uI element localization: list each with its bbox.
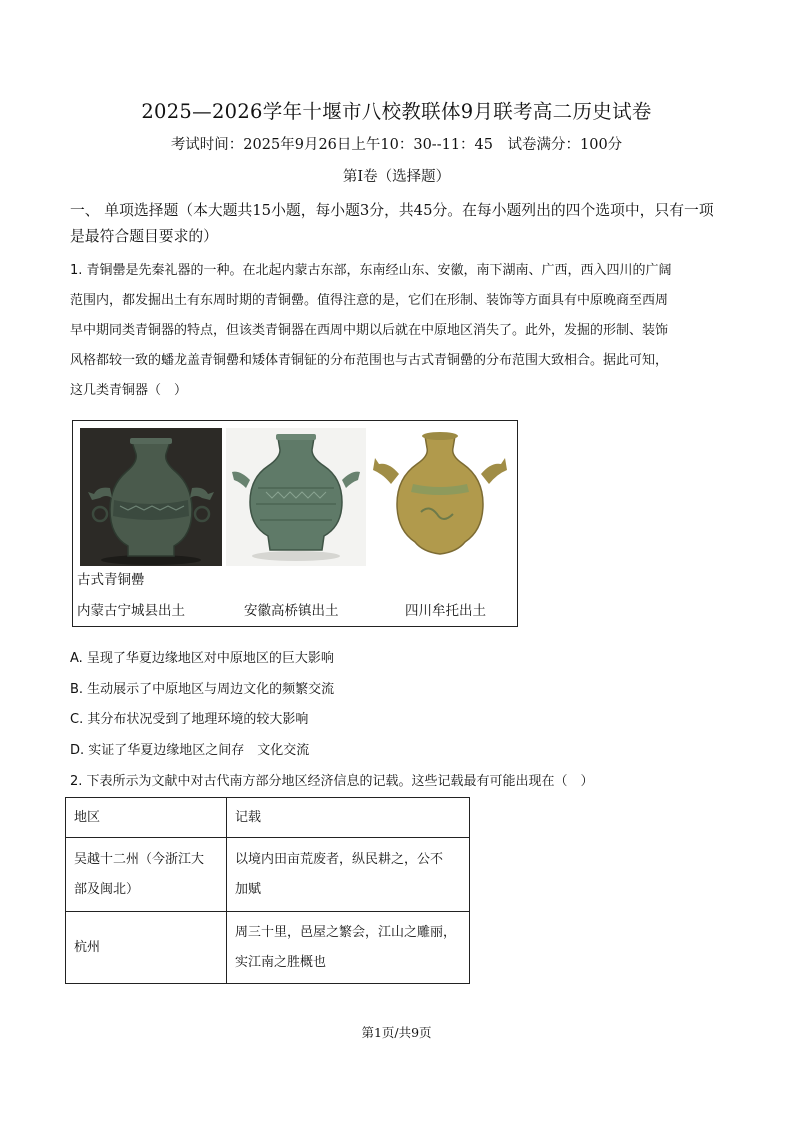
option-a: A. 呈现了华夏边缘地区对中原地区的巨大影响 [70, 651, 334, 666]
table-header-cell: 记载 [227, 798, 470, 838]
figure-heading: 古式青铜罍 [77, 572, 145, 588]
question-1-line: 范围内，都发掘出土有东周时期的青铜罍。值得注意的是，它们在形制、装饰等方面具有中原晚商至西周 [70, 293, 669, 308]
question-2-stem: 2. 下表所示为文献中对古代南方部分地区经济信息的记载。这些记载最有可能出现在（ ） [70, 774, 594, 789]
figure-caption: 内蒙古宁城县出土 [77, 603, 185, 619]
figure-caption: 安徽高桥镇出土 [244, 603, 339, 619]
figure-caption: 四川牟托出土 [405, 603, 486, 619]
table-row [66, 838, 470, 912]
option-b: B. 生动展示了中原地区与周边文化的频繁交流 [70, 682, 335, 697]
question-1-line: 风格都较一致的蟠龙盖青铜罍和矮体青铜钲的分布范围也与古式青铜罍的分布范围大致相合。据此可知， [70, 353, 669, 368]
volume-heading: 第Ⅰ卷（选择题） [342, 169, 451, 185]
table-cell-region: 吴越十二州（今浙江大 部及闽北） [66, 838, 227, 912]
table-header-cell: 地区 [66, 798, 227, 838]
question-1-line: 早中期同类青铜器的特点，但该类青铜器在西周中期以后就在中原地区消失了。此外，发掘的形制、装饰 [70, 323, 669, 338]
question-1-line: 这几类青铜器（ ） [70, 383, 188, 398]
bronze-vessel-figure [72, 420, 518, 627]
option-d: D. 实证了华夏边缘地区之间存 文化交流 [70, 743, 310, 758]
option-c: C. 其分布状况受到了地理环境的较大影响 [70, 712, 309, 727]
page-footer: 第1页/共9页 [361, 1025, 432, 1040]
bronze-lei-vessel-icon [226, 428, 366, 566]
table-cell-record: 以境内田亩荒废者，纵民耕之，公不 加赋 [227, 838, 470, 912]
page-title: 2025—2026学年十堰市八校教联体9月联考高二历史试卷 [141, 100, 652, 123]
question-1-stem [70, 256, 730, 406]
table-cell-region: 杭州 [66, 912, 227, 984]
question-1-line: 1. 青铜罍是先秦礼器的一种。在北起内蒙古东部，东南经山东、安徽，南下湖南、广西，西入四川的广阔 [70, 263, 672, 278]
bronze-lei-vessel-icon [369, 428, 511, 566]
section-heading: 一、 单项选择题（本大题共15小题，每小题3分，共45分。在每小题列出的四个选项中，只有一项是最符合题目要求的） [70, 202, 714, 245]
records-table [65, 797, 470, 984]
table-header-row [66, 798, 470, 838]
table-cell-record: 周三十里，邑屋之繁会，江山之雕丽， 实江南之胜概也 [227, 912, 470, 984]
exam-info: 考试时间：2025年9月26日上午10：30--11：45 试卷满分：100分 [170, 137, 623, 153]
table-row [66, 912, 470, 984]
bronze-lei-vessel-icon [80, 428, 222, 566]
